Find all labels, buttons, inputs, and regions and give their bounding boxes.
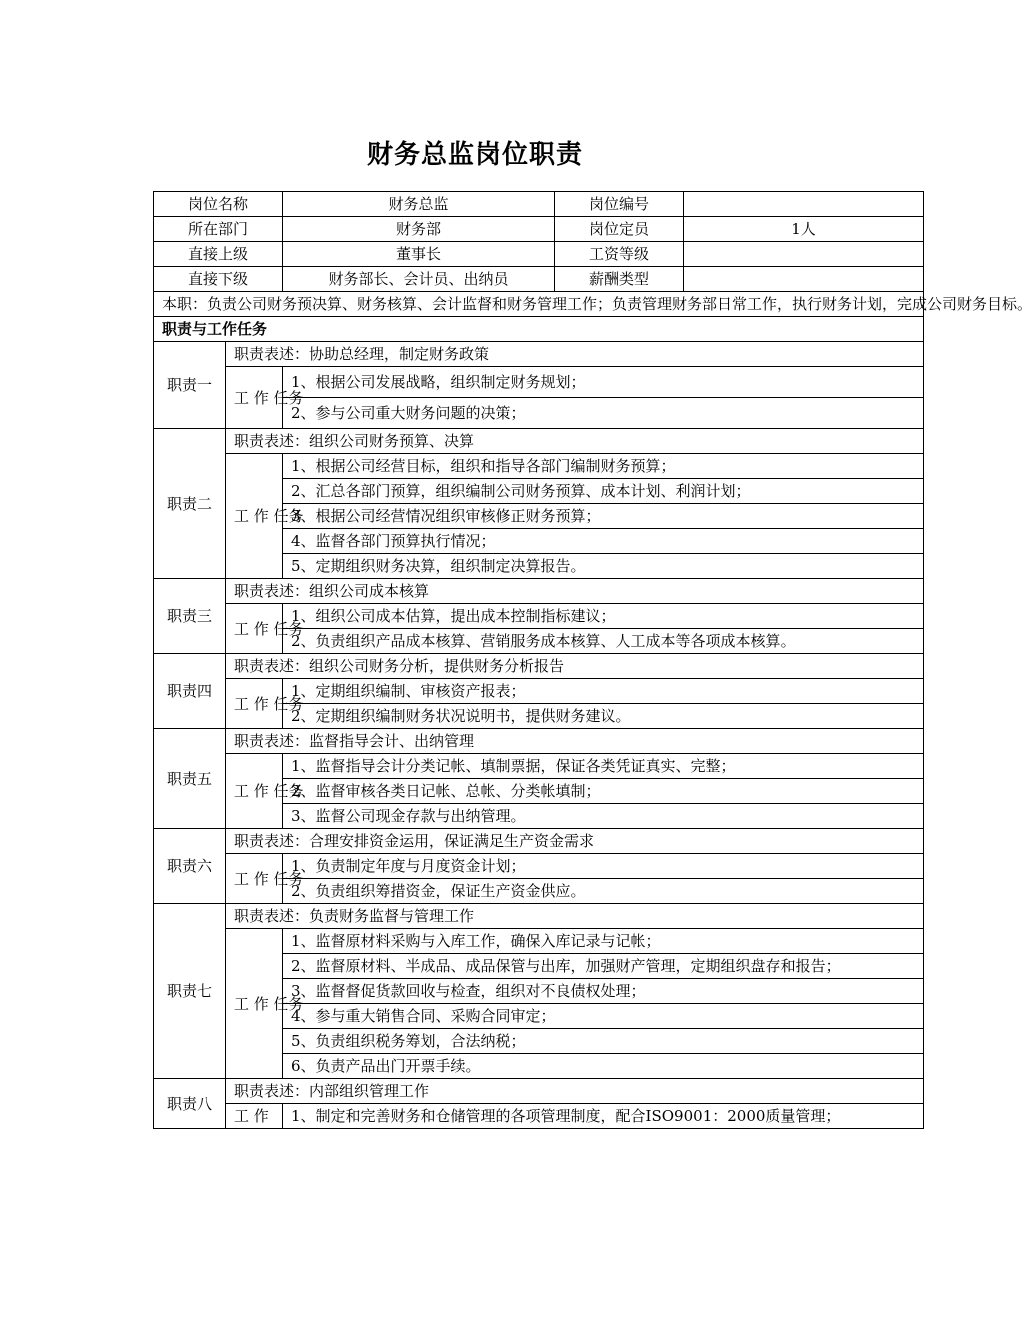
task-label: 工 作 任务 <box>226 854 283 904</box>
task-label: 工 作 任务 <box>226 367 283 429</box>
task-item: 1、根据公司发展战略，组织制定财务规划； <box>283 367 924 398</box>
task-row <box>154 454 924 479</box>
duty-description: 职责表述：协助总经理，制定财务政策 <box>226 342 924 367</box>
task-label: 工 作 任务 <box>226 604 283 654</box>
duty-description: 职责表述：内部组织管理工作 <box>226 1079 924 1104</box>
info-label: 薪酬类型 <box>555 267 684 292</box>
duty-description: 职责表述：组织公司财务分析，提供财务分析报告 <box>226 654 924 679</box>
duty-name: 职责一 <box>154 342 226 429</box>
duty-row <box>154 342 924 367</box>
info-label: 岗位定员 <box>555 217 684 242</box>
duty-name: 职责六 <box>154 829 226 904</box>
task-row <box>154 679 924 704</box>
task-item: 4、监督各部门预算执行情况； <box>283 529 924 554</box>
duty-name: 职责二 <box>154 429 226 579</box>
task-item: 5、定期组织财务决算，组织制定决算报告。 <box>283 554 924 579</box>
task-row <box>154 854 924 879</box>
page-title: 财务总监岗位职责 <box>366 140 583 170</box>
info-value <box>684 267 924 292</box>
task-item: 4、参与重大销售合同、采购合同审定； <box>283 1004 924 1029</box>
task-row <box>154 929 924 954</box>
task-item: 2、负责组织产品成本核算、营销服务成本核算、人工成本等各项成本核算。 <box>283 629 924 654</box>
task-label: 工 作 任务 <box>226 679 283 729</box>
task-row <box>154 1104 924 1129</box>
task-item: 1、负责制定年度与月度资金计划； <box>283 854 924 879</box>
info-label: 所在部门 <box>154 217 283 242</box>
task-item: 1、监督原材料采购与入库工作，确保入库记录与记帐； <box>283 929 924 954</box>
task-item: 5、负责组织税务筹划，合法纳税； <box>283 1029 924 1054</box>
task-item: 2、监督审核各类日记帐、总帐、分类帐填制； <box>283 779 924 804</box>
task-item: 3、监督公司现金存款与出纳管理。 <box>283 804 924 829</box>
task-label: 工 作 任务 <box>226 929 283 1079</box>
task-label: 工 作 <box>226 1104 283 1129</box>
task-item: 3、根据公司经营情况组织审核修正财务预算； <box>283 504 924 529</box>
info-value <box>684 242 924 267</box>
duty-name: 职责八 <box>154 1079 226 1129</box>
info-row-1 <box>154 192 924 217</box>
task-item: 1、监督指导会计分类记帐、填制票据，保证各类凭证真实、完整； <box>283 754 924 779</box>
info-label: 直接下级 <box>154 267 283 292</box>
task-item: 3、监督督促货款回收与检查，组织对不良债权处理； <box>283 979 924 1004</box>
summary-row <box>154 292 924 317</box>
task-label: 工 作 任务 <box>226 754 283 829</box>
duty-row <box>154 829 924 854</box>
duty-name: 职责七 <box>154 904 226 1079</box>
info-value: 董事长 <box>283 242 555 267</box>
info-label: 岗位编号 <box>555 192 684 217</box>
task-row <box>154 754 924 779</box>
task-item: 1、根据公司经营目标，组织和指导各部门编制财务预算； <box>283 454 924 479</box>
task-item: 2、汇总各部门预算，组织编制公司财务预算、成本计划、利润计划； <box>283 479 924 504</box>
task-item: 1、定期组织编制、审核资产报表； <box>283 679 924 704</box>
info-value: 财务总监 <box>283 192 555 217</box>
duty-name: 职责四 <box>154 654 226 729</box>
duty-description: 职责表述：组织公司财务预算、决算 <box>226 429 924 454</box>
info-value: 财务部长、会计员、出纳员 <box>283 267 555 292</box>
task-item: 6、负责产品出门开票手续。 <box>283 1054 924 1079</box>
info-label: 直接上级 <box>154 242 283 267</box>
duty-description: 职责表述：负责财务监督与管理工作 <box>226 904 924 929</box>
duty-description: 职责表述：组织公司成本核算 <box>226 579 924 604</box>
duty-row <box>154 429 924 454</box>
duty-description: 职责表述：合理安排资金运用，保证满足生产资金需求 <box>226 829 924 854</box>
task-item: 2、监督原材料、半成品、成品保管与出库，加强财产管理，定期组织盘存和报告； <box>283 954 924 979</box>
duty-name: 职责五 <box>154 729 226 829</box>
task-item: 1、制定和完善财务和仓储管理的各项管理制度，配合ISO9001：2000质量管理； <box>283 1104 924 1129</box>
task-row <box>154 604 924 629</box>
info-row-2 <box>154 217 924 242</box>
job-summary: 本职：负责公司财务预决算、财务核算、会计监督和财务管理工作；负责管理财务部日常工作，执行财务计划，完成公司财务目标。 <box>154 292 924 317</box>
duty-name: 职责三 <box>154 579 226 654</box>
duty-row <box>154 729 924 754</box>
duty-row <box>154 904 924 929</box>
task-item: 1、组织公司成本估算，提出成本控制指标建议； <box>283 604 924 629</box>
duty-row <box>154 654 924 679</box>
section-header-row <box>154 317 924 342</box>
info-row-4 <box>154 267 924 292</box>
duty-row <box>154 1079 924 1104</box>
task-item: 2、参与公司重大财务问题的决策； <box>283 398 924 429</box>
task-row <box>154 367 924 398</box>
duty-row <box>154 579 924 604</box>
task-label: 工 作 任务 <box>226 454 283 579</box>
info-value: 财务部 <box>283 217 555 242</box>
task-item: 2、定期组织编制财务状况说明书，提供财务建议。 <box>283 704 924 729</box>
section-header: 职责与工作任务 <box>154 317 924 342</box>
info-value <box>684 192 924 217</box>
duty-description: 职责表述：监督指导会计、出纳管理 <box>226 729 924 754</box>
task-item: 2、负责组织筹措资金，保证生产资金供应。 <box>283 879 924 904</box>
info-label: 岗位名称 <box>154 192 283 217</box>
info-row-3 <box>154 242 924 267</box>
job-description-table <box>153 191 1032 1129</box>
info-label: 工资等级 <box>555 242 684 267</box>
info-value: 1人 <box>684 217 924 242</box>
